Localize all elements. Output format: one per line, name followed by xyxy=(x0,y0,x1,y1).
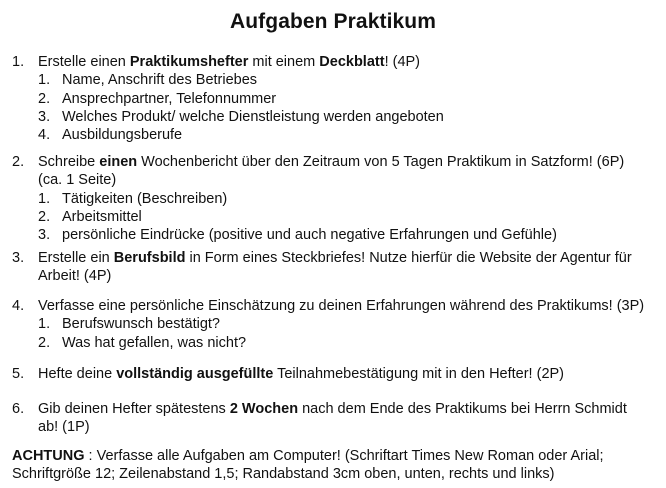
subtask-number: 1. xyxy=(38,316,51,333)
task-text-bold: vollständig ausgefüllte xyxy=(116,366,274,382)
task-text-bold: Berufsbild xyxy=(113,250,186,266)
note-paragraph xyxy=(12,447,658,484)
task-text-segment: mit einem xyxy=(248,54,320,70)
subtask-item xyxy=(12,226,658,244)
task-text-segment: Erstelle einen xyxy=(38,54,130,70)
task-3 xyxy=(12,249,658,286)
task-text-segment: nach dem Ende des Praktikums bei Herrn Schmidt xyxy=(298,401,627,417)
task-text xyxy=(38,53,658,71)
task-continuation: (ca. 1 Seite) xyxy=(38,172,117,189)
task-number: 2. xyxy=(12,154,25,170)
task-number: 6. xyxy=(12,401,25,417)
subtask-text: Ausbildungsberufe xyxy=(62,127,183,144)
subtask-text: Was hat gefallen, was nicht? xyxy=(62,334,247,351)
task-text-segment: Erstelle ein xyxy=(38,250,114,266)
subtask-number: 4. xyxy=(38,127,51,144)
subtask-item xyxy=(12,71,658,89)
subtask-item xyxy=(12,90,658,108)
task-text-segment: in Form eines Steckbriefes! Nutze hierfür die Website der Agentur für xyxy=(185,250,632,266)
subtask-item xyxy=(12,108,658,126)
task-text-segment: Teilnahmebestätigung mit in den Hefter! (2P) xyxy=(273,366,565,382)
subtask-text: Tätigkeiten (Beschreiben) xyxy=(62,190,228,207)
note-text: : Verfasse alle Aufgaben am Computer! (Schriftart Times New Roman oder Arial; Schriftgröße 12; Zeilenabstand 1,5; Randabstand 3cm oben, unten, rechts und links) xyxy=(12,448,604,483)
task-text-segment: ! (4P) xyxy=(384,54,421,70)
subtask-number: 3. xyxy=(38,227,51,244)
task-continuation: ab! (1P) xyxy=(38,419,90,436)
subtask-number: 1. xyxy=(38,190,51,207)
task-text xyxy=(38,297,658,315)
task-number: 1. xyxy=(12,54,25,70)
task-number: 4. xyxy=(12,298,25,314)
task-line xyxy=(12,400,658,418)
task-text-segment: Verfasse eine persönliche Einschätzung zu deinen Erfahrungen während des Praktikums! (3P) xyxy=(38,298,645,314)
task-4 xyxy=(12,297,658,352)
subtask-item xyxy=(12,315,658,333)
subtask-text: Ansprechpartner, Telefonnummer xyxy=(62,90,277,107)
task-1 xyxy=(12,53,658,144)
subtask-item xyxy=(12,126,658,144)
subtask-number: 2. xyxy=(38,208,51,225)
task-text-bold: Praktikumshefter xyxy=(129,54,249,70)
task-continuation: Arbeit! (4P) xyxy=(38,268,112,285)
subtask-number: 3. xyxy=(38,108,51,125)
task-text xyxy=(38,153,658,171)
task-text-segment: Hefte deine xyxy=(38,366,117,382)
task-number: 5. xyxy=(12,366,25,382)
page-title: Aufgaben Praktikum xyxy=(229,10,436,33)
task-text-bold: einen xyxy=(99,154,138,170)
task-text-segment: Schreibe xyxy=(38,154,100,170)
subtask-number: 2. xyxy=(38,334,51,351)
task-number: 3. xyxy=(12,250,25,266)
task-line xyxy=(12,249,658,267)
task-text-bold: 2 Wochen xyxy=(229,401,299,417)
task-5 xyxy=(12,365,658,383)
subtask-number: 1. xyxy=(38,72,51,89)
subtask-text: Welches Produkt/ welche Dienstleistung werden angeboten xyxy=(62,108,444,125)
task-line xyxy=(12,153,658,171)
task-text-bold: Deckblatt xyxy=(319,54,385,70)
subtask-text: Berufswunsch bestätigt? xyxy=(62,316,220,333)
task-line xyxy=(12,53,658,71)
subtask-item xyxy=(12,208,658,226)
note-label: ACHTUNG xyxy=(12,448,85,464)
task-text xyxy=(38,365,658,383)
task-line xyxy=(12,297,658,315)
subtask-text: Arbeitsmittel xyxy=(62,208,142,225)
task-2 xyxy=(12,153,658,244)
task-text-segment: Wochenbericht über den Zeitraum von 5 Tagen Praktikum in Satzform! (6P) xyxy=(137,154,625,170)
task-text xyxy=(38,400,658,418)
task-line xyxy=(12,365,658,383)
subtask-text: persönliche Eindrücke (positive und auch negative Erfahrungen und Gefühle) xyxy=(62,227,557,244)
subtask-text: Name, Anschrift des Betriebes xyxy=(62,72,258,89)
subtask-item xyxy=(12,190,658,208)
subtask-number: 2. xyxy=(38,90,51,107)
task-text-segment: Gib deinen Hefter spätestens xyxy=(38,401,230,417)
task-6 xyxy=(12,400,658,437)
subtask-item xyxy=(12,334,658,352)
task-text xyxy=(38,249,658,267)
